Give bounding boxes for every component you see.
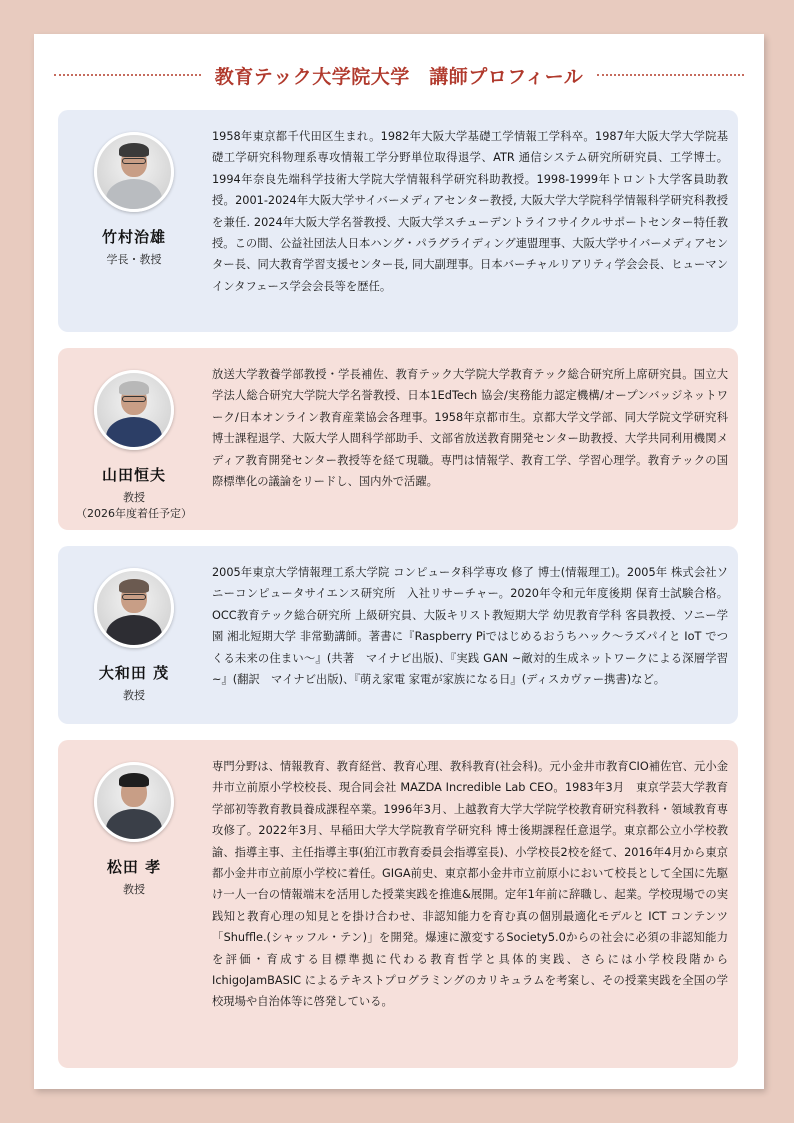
portrait-photo [94,568,174,648]
profile-identity [58,348,210,522]
profile-identity [58,110,210,268]
profile-role: 学長・教授 [106,253,162,266]
profile-identity [58,740,210,898]
profile-role [76,490,192,522]
profile-bio: 専門分野は、情報教育、教育経営、教育心理、教科教育(社会科)。元小金井市教育CIO補佐官、元小金井市立前原小学校校長、現合同会社 MAZDA Incredible Lab CEO。1983年3月 東京学芸大学教育学部初等教育教員養成課程卒業。1996年3月、上越教育大学大学院学校教育研究科教科・領域教育専攻修了。2022年3月、早稲田大学大学院教育学研究科 博士後期課程任意退学。東京都公立小学校教諭、指導主事、主任指導主事(狛江市教育委員会指導室長)、小学校長2校を経て、2016年4月から東京都小金井市立前原小学校に着任。GIGA前史、東京都小金井市立前原小において校長として全国に先駆け一人一台の情報端末を活用した授業実践を推進&展開。定年1年前に辞職し、起業。学校現場での実践知と教育心理の知見とを掛け合わせ、非認知能力を育む真の個別最適化モデルと ICT コンテンツ「Shuffle.(シャッフル・テン)」を開発。爆速に激変するSociety5.0からの社会に必須の非認知能力を評価・育成する目標準拠に代わる教育哲学と具体的実践、さらには小学校段階から IchigoJamBASIC によるテキストプログラミングのカリキュラムを考案し、その授業実践を全国の学校現場や自治体等に啓発している。 [212,760,728,1009]
profile-role: 教授 [123,883,145,896]
heading-divider-left [54,74,201,76]
profile-page [34,34,764,1089]
profile-card-takemura [58,110,738,332]
page-title: 教育テック大学院大学 講師プロフィール [214,65,584,88]
profile-name: 松田 孝 [106,858,162,876]
profile-name: 大和田 茂 [98,664,170,682]
profile-bio: 放送大学教養学部教授・学長補佐、教育テック大学院大学教育テック総合研究所上席研究員。国立大学法人総合研究大学院大学名誉教授、日本1EdTech 協会/実務能力認定機構/オープンバッジネットワーク/日本オンライン教育産業協会各理事。1958年京都市生。京都大学文学部、同大学院文学研究科博士課程退学、大阪大学人間科学部助手、文部省放送教育開発センター助教授、大学共同利用機関メディア教育開発センター教授等を経て現職。専門は情報学、教育工学、学習心理学。教育テックの国際標準化の議論をリードし、国内外で活躍。 [212,368,728,489]
portrait-photo [94,370,174,450]
profile-card-yamada [58,348,738,530]
profile-appointment-note: （2026年度着任予定） [76,507,192,520]
profile-name: 竹村治雄 [101,228,166,246]
profile-name: 山田恒夫 [101,466,166,484]
profile-identity [58,546,210,704]
profile-bio: 2005年東京大学情報理工系大学院 コンピュータ科学専攻 修了 博士(情報理工)。2005年 株式会社ソニーコンピュータサイエンス研究所 入社リサーチャー。2020年令和元年度後期 保育士試験合格。OCC教育テック総合研究所 上級研究員、大阪キリスト教短期大学 幼児教育学科 客員教授、ソニー学園 湘北短期大学 非常勤講師。著書に『Raspberry Piではじめるおうちハック〜ラズパイと IoT でつくる未来の住まい〜』(共著 マイナビ出版)、『実践 GAN ~敵対的生成ネットワークによる深層学習~』(翻訳 マイナビ出版)、『萌え家電 家電が家族になる日』(ディスカヴァー携書)など。 [212,566,728,687]
portrait-photo [94,762,174,842]
profile-role-title: 教授 [123,491,145,504]
profile-card-owada [58,546,738,724]
profile-card-matsuda [58,740,738,1068]
heading-divider-right [597,74,744,76]
profile-bio: 1958年東京都千代田区生まれ。1982年大阪大学基礎工学情報工学科卒。1987年大阪大学大学院基礎工学研究科物理系専攻情報工学分野単位取得退学、ATR 通信システム研究所研究員、工学博士。1994年奈良先端科学技術大学院大学情報科学研究科助教授。1998-1999年トロント大学客員助教授。2001-2024年大阪大学サイバーメディアセンター教授, 大阪大学大学院科学情報科学研究科教授を兼任. 2024年大阪大学名誉教授、大阪大学スチューデントライフサイクルサポートセンター特任教授。この間、公益社団法人日本ハング・パラグライディング連盟理事、大阪大学サイバーメディアセンター長、同大教育学習支援センター長, 同大副理事。日本バーチャルリアリティ学会会長、ヒューマンインタフェース学会会長等を歴任。 [212,130,728,293]
portrait-photo [94,132,174,212]
profile-role: 教授 [123,689,145,702]
page-heading [54,58,744,92]
